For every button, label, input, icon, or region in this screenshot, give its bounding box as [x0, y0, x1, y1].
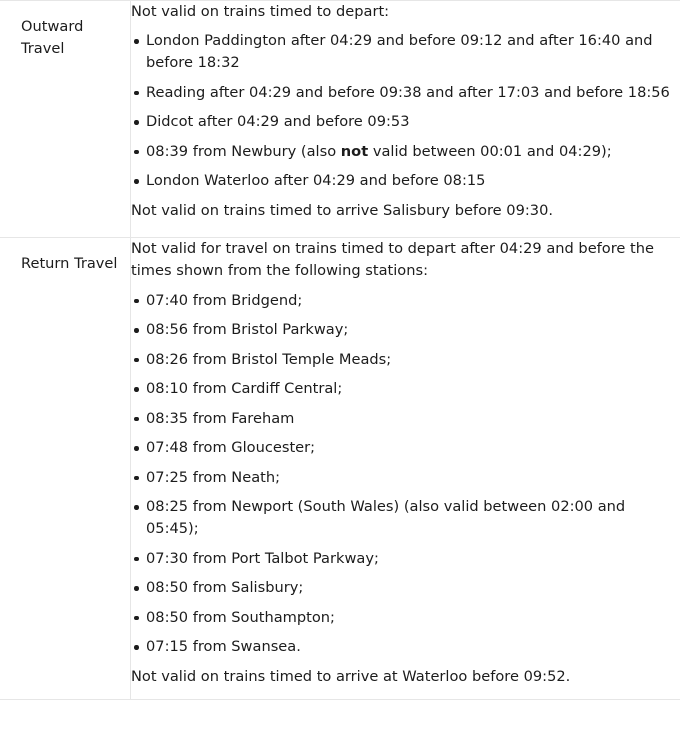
return-travel-list	[131, 290, 680, 659]
return-travel-footer: Not valid on trains timed to arrive at Waterloo before 09:52.	[131, 667, 571, 685]
list-item-text: 08:39 from Newbury (also	[146, 142, 341, 160]
outward-travel-content	[131, 1, 681, 238]
list-item: 08:50 from Salisbury;	[131, 577, 680, 599]
return-travel-content	[131, 237, 681, 699]
outward-travel-label: Outward Travel	[21, 18, 84, 57]
outward-travel-intro: Not valid on trains timed to depart:	[131, 3, 390, 20]
return-travel-intro: Not valid for travel on trains timed to depart after 04:29 and before the times shown from the following stations:	[131, 239, 654, 279]
list-item: 08:26 from Bristol Temple Meads;	[131, 349, 680, 371]
outward-travel-row	[0, 1, 680, 238]
list-item: 07:25 from Neath;	[131, 467, 680, 489]
list-item	[131, 141, 680, 163]
list-item: Didcot after 04:29 and before 09:53	[131, 111, 680, 133]
list-item: 08:10 from Cardiff Central;	[131, 378, 680, 400]
outward-travel-footer: Not valid on trains timed to arrive Salisbury before 09:30.	[131, 201, 553, 219]
return-travel-label-cell	[0, 237, 131, 699]
list-item: 08:50 from Southampton;	[131, 607, 680, 629]
list-item: London Paddington after 04:29 and before 09:12 and after 16:40 and before 18:32	[131, 30, 680, 74]
list-item: 08:25 from Newport (South Wales) (also valid between 02:00 and 05:45);	[131, 496, 680, 540]
list-item: 07:30 from Port Talbot Parkway;	[131, 548, 680, 570]
list-item: 08:56 from Bristol Parkway;	[131, 319, 680, 341]
outward-travel-list	[131, 30, 680, 192]
list-item: 07:40 from Bridgend;	[131, 290, 680, 312]
list-item: 07:15 from Swansea.	[131, 636, 680, 658]
list-item: London Waterloo after 04:29 and before 08:15	[131, 170, 680, 192]
list-item-emphasis: not	[340, 142, 369, 160]
list-item: 07:48 from Gloucester;	[131, 437, 680, 459]
list-item: Reading after 04:29 and before 09:38 and after 17:03 and before 18:56	[131, 82, 680, 104]
outward-travel-label-cell	[0, 1, 131, 238]
return-travel-row	[0, 237, 680, 699]
list-item-text: valid between 00:01 and 04:29);	[368, 142, 612, 160]
return-travel-label: Return Travel	[21, 254, 118, 272]
list-item: 08:35 from Fareham	[131, 408, 680, 430]
